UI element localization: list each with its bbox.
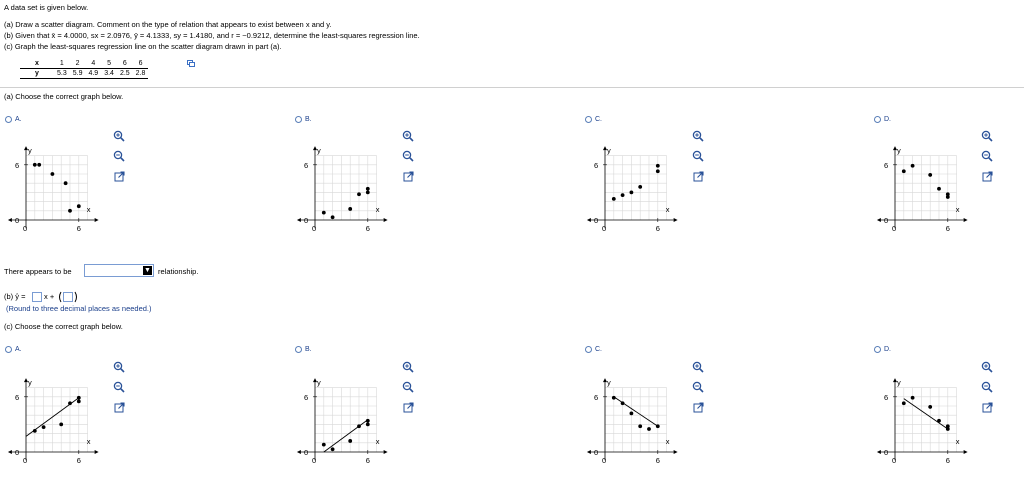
x-axis-arrow-left [297,218,301,222]
y-axis-label: y [28,377,32,387]
x-axis-arrow-left [297,450,301,454]
x-axis-arrow-left [587,218,591,222]
popout-icon[interactable] [691,169,705,183]
y-tick-label: 0 [884,448,889,457]
popout-icon[interactable] [691,400,705,414]
y-tick-label: 0 [15,448,20,457]
data-point [77,396,81,400]
data-point [630,411,634,415]
x-axis-label: x [86,437,91,446]
x-axis-arrow [384,450,388,454]
x-axis-label: x [375,205,380,214]
data-point [366,187,370,191]
slope-input[interactable] [32,292,42,302]
option-label: A. [15,346,22,353]
part-a-text: (a) Draw a scatter diagram. Comment on the type of relation that appears to exist between x and y. [4,20,332,29]
x-cell: 6 [117,59,133,69]
data-point [621,401,625,405]
x-tick-label: 0 [312,456,317,465]
data-point [322,211,326,215]
data-point [348,439,352,443]
x-axis-arrow-left [587,450,591,454]
data-point [77,204,81,208]
data-point [638,424,642,428]
zoom-out-icon[interactable] [112,149,126,163]
popout-icon[interactable] [401,400,415,414]
y-axis-label: y [897,377,901,387]
radio-button[interactable] [874,116,881,123]
part-b-text: (b) Given that x̄ = 4.0000, sx = 2.0976, ȳ = 4.1333, sy = 1.4180, and r = −0.9212, determine the least-squares regression line. [4,31,420,40]
radio-button[interactable] [585,346,592,353]
data-point [656,424,660,428]
intro-text: A data set is given below. [4,3,89,12]
option-label: B. [305,116,312,123]
y-tick-label: 0 [594,216,599,225]
data-point [647,427,651,431]
data-point [946,192,950,196]
data-point [51,172,55,176]
x-tick-label: 0 [892,456,897,465]
y-cell: 3.4 [101,69,117,79]
y-tick-label: 6 [304,392,309,402]
data-point [357,424,361,428]
data-point [902,401,906,405]
y-tick-label: 6 [15,392,20,402]
option-label: D. [884,346,891,353]
data-point [937,419,941,423]
radio-button[interactable] [874,346,881,353]
data-point [902,169,906,173]
data-point [357,192,361,196]
zoom-in-icon[interactable] [980,129,994,143]
popout-icon[interactable] [112,169,126,183]
radio-button[interactable] [5,346,12,353]
x-tick-label: 0 [892,224,897,233]
popout-icon[interactable] [980,169,994,183]
y-tick-label: 6 [884,160,889,170]
data-point [33,429,37,433]
data-point [68,209,72,213]
x-axis-label: x [955,437,960,446]
data-point [621,193,625,197]
data-point [322,443,326,447]
x-axis-label: x [375,437,380,446]
y-cell: 5.3 [54,69,70,79]
x-header: x [20,59,54,69]
x-cell: 6 [133,59,149,69]
relationship-dropdown[interactable] [84,264,154,277]
option-a-radio-a[interactable] [5,116,22,123]
x-axis-arrow [384,218,388,222]
y-axis-label: y [317,377,321,387]
x-tick-label: 6 [655,456,660,465]
data-point [612,197,616,201]
zoom-out-icon[interactable] [112,380,126,394]
data-point [928,405,932,409]
x-tick-label: 6 [945,456,950,465]
scatter-plot-a [2,140,112,240]
radio-button[interactable] [5,116,12,123]
data-point [37,163,41,167]
option-c-radio-c[interactable] [585,346,602,353]
zoom-in-icon[interactable] [691,360,705,374]
x-tick-label: 6 [76,224,81,233]
y-tick-label: 6 [304,160,309,170]
y-tick-label: 6 [594,160,599,170]
popout-icon[interactable] [401,169,415,183]
x-cell: 4 [85,59,101,69]
intercept-input[interactable] [63,292,73,302]
x-axis-arrow [95,218,99,222]
x-axis-arrow [95,450,99,454]
y-axis-label: y [28,145,32,155]
zoom-out-icon[interactable] [980,149,994,163]
data-point [366,419,370,423]
zoom-out-icon[interactable] [980,380,994,394]
regression-plot-a [2,372,112,472]
copy-data-icon[interactable] [187,60,195,69]
data-point [68,401,72,405]
section-c-prompt: (c) Choose the correct graph below. [4,322,123,331]
popout-icon[interactable] [980,400,994,414]
y-tick-label: 0 [594,448,599,457]
option-label: C. [595,346,602,353]
x-axis-arrow [964,218,968,222]
rounding-note: (Round to three decimal places as needed.) [6,304,152,313]
data-point [366,423,370,427]
data-point [946,424,950,428]
zoom-out-icon[interactable] [691,380,705,394]
regression-plot-b [291,372,401,472]
y-cell: 5.9 [70,69,86,79]
option-c-radio-a[interactable] [5,346,22,353]
data-point [630,191,634,195]
option-label: A. [15,116,22,123]
y-header: y [20,69,54,79]
data-table [20,59,148,79]
data-point [331,447,335,451]
regression-line [614,397,658,426]
zoom-in-icon[interactable] [112,360,126,374]
y-tick-label: 0 [884,216,889,225]
x-tick-label: 6 [76,456,81,465]
data-point [42,425,46,429]
y-tick-label: 0 [15,216,20,225]
data-point [911,396,915,400]
data-point [937,187,941,191]
y-cell: 4.9 [85,69,101,79]
zoom-out-icon[interactable] [401,380,415,394]
data-point [331,215,335,219]
popout-icon[interactable] [112,400,126,414]
x-axis-arrow-left [8,218,12,222]
option-a-radio-d[interactable] [874,116,891,123]
y-cell: 2.5 [117,69,133,79]
zoom-out-icon[interactable] [401,149,415,163]
option-label: C. [595,116,602,123]
data-point [656,169,660,173]
data-point [638,185,642,189]
x-axis-arrow [674,450,678,454]
x-axis-arrow-left [8,450,12,454]
x-tick-label: 6 [365,456,370,465]
section-a-prompt: (a) Choose the correct graph below. [4,92,124,101]
option-a-radio-b[interactable] [295,116,312,123]
y-cell: 2.8 [133,69,149,79]
radio-button[interactable] [295,116,302,123]
data-point [911,164,915,168]
zoom-in-icon[interactable] [980,360,994,374]
x-tick-label: 6 [945,224,950,233]
radio-button[interactable] [295,346,302,353]
part-c-text: (c) Graph the least-squares regression line on the scatter diagram drawn in part (a). [4,42,282,51]
option-c-radio-d[interactable] [874,346,891,353]
data-point [348,207,352,211]
x-axis-arrow-left [877,450,881,454]
regression-prefix: (b) ŷ = [4,292,26,301]
scatter-plot-b [291,140,401,240]
y-tick-label: 6 [594,392,599,402]
zoom-in-icon[interactable] [112,129,126,143]
data-point [612,396,616,400]
zoom-in-icon[interactable] [401,129,415,143]
x-axis-arrow [964,450,968,454]
regression-plot-d [871,372,981,472]
x-tick-label: 6 [655,224,660,233]
y-axis-label: y [317,145,321,155]
option-c-radio-b[interactable] [295,346,312,353]
dropdown-arrow-icon[interactable]: ▼ [144,267,151,274]
y-axis-label: y [607,377,611,387]
x-axis-label: x [86,205,91,214]
scatter-plot-d [871,140,981,240]
option-a-radio-c[interactable] [585,116,602,123]
x-cell: 1 [54,59,70,69]
x-axis-label: x [665,437,670,446]
y-axis-label: y [607,145,611,155]
x-tick-label: 0 [23,224,28,233]
option-label: B. [305,346,312,353]
scatter-plot-c [581,140,691,240]
x-tick-label: 0 [312,224,317,233]
y-tick-label: 6 [15,160,20,170]
data-point [59,423,63,427]
x-axis-label: x [955,205,960,214]
x-tick-label: 0 [602,456,607,465]
x-cell: 2 [70,59,86,69]
relationship-prefix: There appears to be [4,267,72,276]
regression-plot-c [581,372,691,472]
data-point [33,163,37,167]
data-point [64,181,68,185]
radio-button[interactable] [585,116,592,123]
data-point [656,164,660,168]
y-tick-label: 0 [304,216,309,225]
x-tick-label: 6 [365,224,370,233]
data-point [366,191,370,195]
y-tick-label: 0 [304,448,309,457]
relationship-suffix: relationship. [158,267,199,276]
zoom-in-icon[interactable] [401,360,415,374]
y-axis-label: y [897,145,901,155]
x-tick-label: 0 [602,224,607,233]
zoom-out-icon[interactable] [691,149,705,163]
x-cell: 5 [101,59,117,69]
regression-middle: x + [44,292,55,301]
zoom-in-icon[interactable] [691,129,705,143]
y-tick-label: 6 [884,392,889,402]
data-point [928,173,932,177]
x-axis-label: x [665,205,670,214]
x-tick-label: 0 [23,456,28,465]
x-axis-arrow [674,218,678,222]
option-label: D. [884,116,891,123]
x-axis-arrow-left [877,218,881,222]
data-point [77,400,81,404]
